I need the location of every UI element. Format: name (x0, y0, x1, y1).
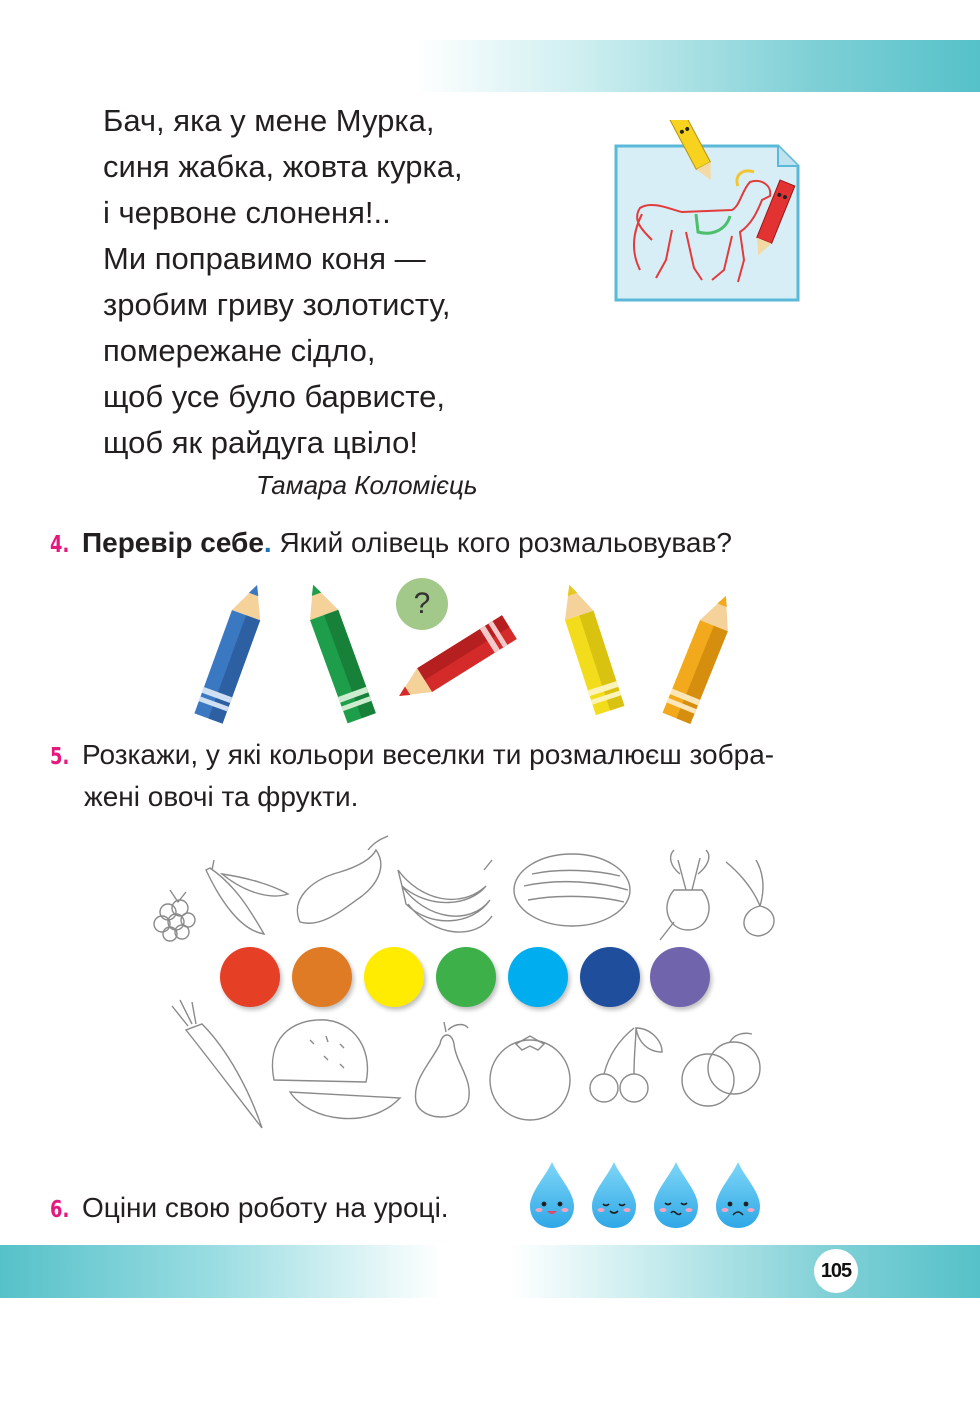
task-number: 6. (50, 1197, 70, 1223)
color-dot-light-blue (508, 947, 568, 1007)
onion-outline (726, 860, 774, 936)
red-pencil (392, 615, 517, 708)
task-5 (50, 735, 774, 817)
eggplant-outline (297, 836, 388, 923)
tomato-outline (490, 1036, 570, 1120)
blue-pencil (194, 580, 271, 724)
happy-drop-icon[interactable] (530, 1162, 574, 1228)
bananas-outline (398, 860, 492, 932)
task-number: 5. (50, 744, 70, 770)
sad-drop-icon[interactable] (716, 1162, 760, 1228)
pear-outline (415, 1022, 469, 1117)
color-dot-yellow (364, 947, 424, 1007)
top-decorative-band (415, 40, 980, 92)
task-text: Який олівець кого розмальовував? (271, 527, 732, 558)
page-number: 105 (814, 1249, 858, 1293)
color-dot-green (436, 947, 496, 1007)
task-text-line-1: Розкажи, у які кольори веселки ти розмалюєш зобра- (82, 739, 775, 770)
color-dot-orange (292, 947, 352, 1007)
poem-line: Бач, яка у мене Мурка, (103, 103, 435, 138)
poem-line: Ми поправимо коня — (103, 241, 426, 276)
poem-line: синя жабка, жовта курка, (103, 149, 463, 184)
color-dot-red (220, 947, 280, 1007)
plums-outline (682, 1033, 760, 1106)
poem-line: зробим гриву золотисту, (103, 287, 451, 322)
watermelon-outline (272, 1020, 400, 1119)
poem-line: щоб як райдуга цвіло! (103, 425, 418, 460)
peas-outline (206, 860, 288, 934)
poem-line: щоб усе було барвисте, (103, 379, 445, 414)
horse-drawing-illustration (612, 120, 802, 310)
task-text-line-2: жені овочі та фрукти. (84, 781, 359, 812)
poem-author: Тамара Коломієць (256, 470, 478, 500)
task-heading-dot: . (263, 527, 272, 558)
melon-outline (514, 854, 630, 926)
carrot-outline (172, 1000, 262, 1128)
content-drop-icon[interactable] (592, 1162, 636, 1228)
task-heading: Перевір себе (82, 527, 264, 558)
cherries-outline (590, 1028, 662, 1102)
question-bubble: ? (396, 578, 448, 630)
poem-line: помережане сідло, (103, 333, 376, 368)
beet-outline (660, 850, 709, 940)
poem (103, 98, 463, 466)
task-4 (50, 523, 732, 565)
orange-pencil (663, 590, 740, 724)
color-dot-dark-blue (580, 947, 640, 1007)
poem-line: і червоне слоненя!.. (103, 195, 391, 230)
neutral-drop-icon[interactable] (654, 1162, 698, 1228)
task-text: Оціни свою роботу на уроці. (82, 1192, 449, 1223)
task-number: 4. (50, 532, 70, 558)
color-dot-violet (650, 947, 710, 1007)
rainbow-color-dots (218, 947, 718, 1009)
green-pencil (299, 580, 376, 723)
task-6 (50, 1188, 449, 1230)
rating-drops (524, 1158, 769, 1228)
yellow-pencil (555, 580, 624, 715)
pencils-group (170, 580, 770, 730)
raspberry-outline (154, 890, 195, 941)
